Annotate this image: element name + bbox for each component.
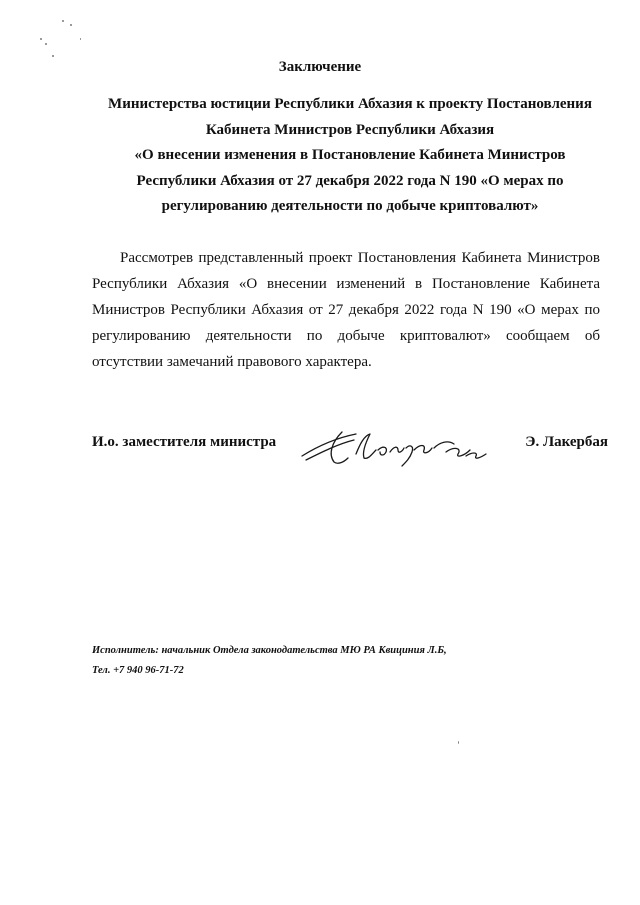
- phone-line: Тел. +7 940 96-71-72: [92, 665, 184, 676]
- body-line: Рассмотрев представленный проект Постановления Кабинета Министров: [120, 250, 600, 266]
- heading-line: «О внесении изменения в Постановление Кабинета Министров: [134, 147, 566, 163]
- document-heading: [80, 92, 620, 220]
- document-title: Заключение: [278, 59, 362, 75]
- scan-speck: [80, 38, 81, 40]
- signatory-position: И.о. заместителя министра: [92, 434, 277, 450]
- handwritten-signature: [298, 428, 508, 468]
- scan-speck: [52, 55, 54, 57]
- scan-speck: [40, 38, 42, 40]
- heading-line: Республики Абхазия от 27 декабря 2022 года N 190 «О мерах по: [136, 172, 564, 189]
- heading-line: регулированию деятельности по добыче криптовалют»: [161, 198, 539, 214]
- body-line: регулированию деятельности по добыче криптовалют» сообщаем об: [92, 328, 600, 344]
- scan-speck: [70, 24, 72, 26]
- executor-line: Исполнитель: начальник Отдела законодательства МЮ РА Квициния Л.Б,: [92, 645, 447, 656]
- body-line: Министров Республики Абхазия от 27 декабря 2022 года N 190 «О мерах по: [92, 302, 600, 318]
- body-line: Республики Абхазия «О внесении изменений в Постановление Кабинета: [92, 276, 600, 292]
- heading-line: Кабинета Министров Республики Абхазия: [205, 121, 495, 138]
- document-footer: [92, 641, 447, 681]
- scan-speck: [458, 741, 459, 744]
- scan-speck: [45, 43, 47, 45]
- signatory-name: Э. Лакербая: [525, 434, 608, 450]
- signature-block: [92, 428, 608, 468]
- heading-line: Министерства юстиции Республики Абхазия к проекту Постановления: [108, 96, 592, 112]
- document-body: [92, 245, 600, 375]
- body-line: отсутствии замечаний правового характера.: [92, 354, 372, 370]
- scan-speck: [62, 20, 64, 22]
